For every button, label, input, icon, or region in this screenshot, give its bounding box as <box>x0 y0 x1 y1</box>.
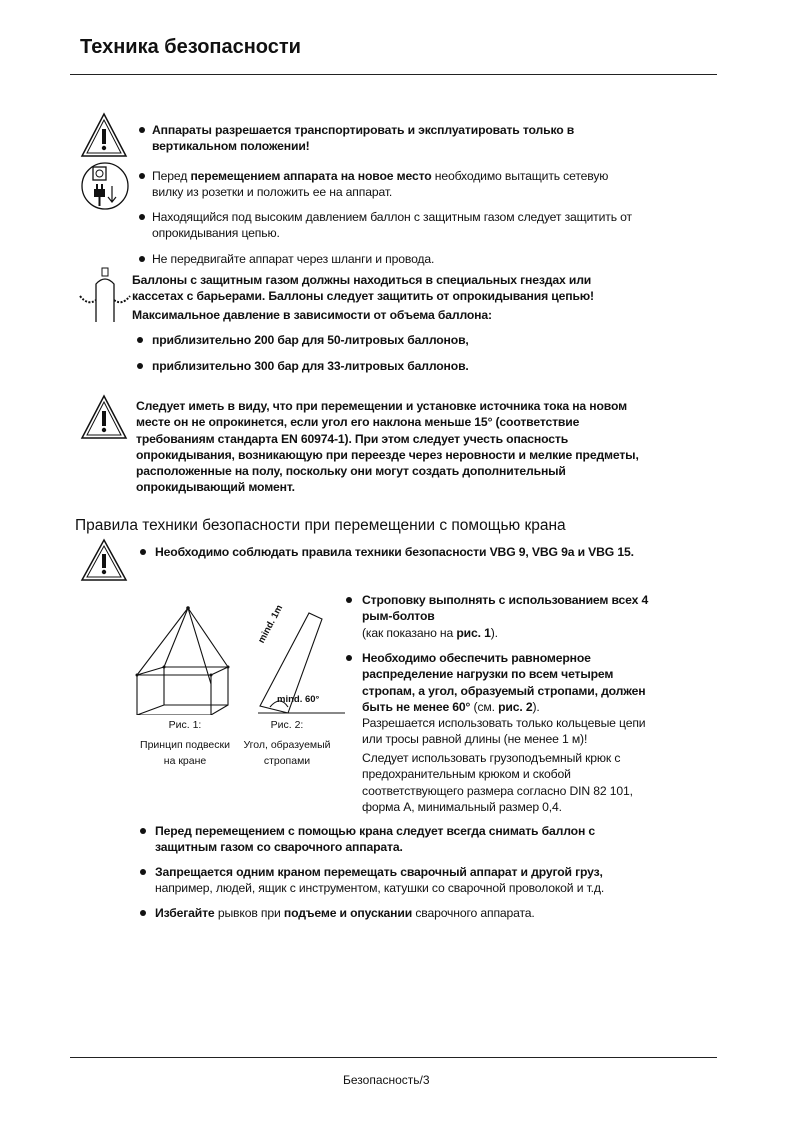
text: рывков при <box>214 906 284 920</box>
bullet-dot <box>139 256 145 262</box>
text: (см. <box>470 699 499 714</box>
bullet-remove-cylinder <box>155 823 595 856</box>
bullet-dot <box>140 869 146 875</box>
text-line: например, людей, ящик с инструментом, катушки со сварочной проволокой и т.д. <box>155 881 605 896</box>
text-line: месте он не опрокинется, если угол его наклона меньше 15° (соответствие <box>136 415 580 430</box>
bullet-dot <box>140 549 146 555</box>
footer-divider <box>70 1057 717 1058</box>
text-line: Находящийся под высоким давлением баллон с защитным газом следует защитить от <box>152 210 632 224</box>
text-line: опрокидывания, возникающую при переезде через неровности и мелкие предметы, <box>136 447 639 462</box>
bullet-dot <box>139 127 145 133</box>
text-line: кассетах с барьерами. Баллоны следует защитить от опрокидывания цепью! <box>132 289 594 304</box>
bullet-avoid-jerks <box>155 905 535 921</box>
text-line: Запрещается одним краном перемещать сварочный аппарат и другой груз, <box>155 865 603 879</box>
text-line: Аппараты разрешается транспортировать и эксплуатировать только в <box>152 123 575 137</box>
text: Перед <box>152 169 191 183</box>
text-line: Строповку выполнять с использованием всех 4 <box>362 593 649 607</box>
text-line: рым-болтов <box>362 609 435 624</box>
bullet-gas-cylinder-chain <box>152 209 632 242</box>
bullet-dot <box>139 214 145 220</box>
text-line: или тросы равной длины (не менее 1 м)! <box>362 732 588 747</box>
hook-requirements <box>362 750 633 815</box>
bullet-dot <box>346 655 352 661</box>
pressure-33l: приблизительно 300 бар для 33-литровых баллонов. <box>152 359 469 373</box>
warning-icon <box>80 538 128 582</box>
warning-icon <box>80 394 128 440</box>
cylinder-storage-text <box>132 272 594 323</box>
bullet-no-other-load <box>155 864 604 897</box>
caption-line: Принцип подвески <box>140 739 230 751</box>
text-bold: Избегайте <box>155 906 215 920</box>
text-line: защитным газом со сварочного аппарата. <box>155 840 403 855</box>
text-line: Баллоны с защитным газом должны находиться в специальных гнездах или <box>132 273 592 287</box>
text-bold: быть не менее 60° <box>362 699 471 714</box>
page-title: Техника безопасности <box>80 36 301 58</box>
text-line: соответствующего размера согласно DIN 82 101, <box>362 783 633 798</box>
bullet-load-distribution <box>362 650 645 748</box>
pressure-50l: приблизительно 200 бар для 50-литровых баллонов, <box>152 333 469 347</box>
bullet-sling-4-bolts <box>362 592 648 641</box>
text-line: Необходимо обеспечить равномерное <box>362 651 591 665</box>
text-line: Следует использовать грузоподъемный крюк с <box>362 751 621 765</box>
figure-label: Рис. 1: <box>168 719 202 731</box>
text-line: вилку из розетки и положить ее на аппарат. <box>152 185 393 200</box>
tilt-warning-text <box>136 398 639 496</box>
text-line: Перед перемещением с помощью крана следует всегда снимать баллон с <box>155 824 596 838</box>
bullet-dot <box>139 173 145 179</box>
text-line: опрокидывания цепью. <box>152 226 280 241</box>
section-heading-crane: Правила техники безопасности при перемещении с помощью крана <box>75 517 566 534</box>
text: сварочного аппарата. <box>412 906 535 920</box>
text-line: опрокидывающий момент. <box>136 480 295 495</box>
warning-icon <box>80 112 128 158</box>
bullet-vertical-transport <box>152 122 574 155</box>
bullet-dot <box>137 337 143 343</box>
unplug-icon <box>80 161 130 211</box>
bullet-dot <box>140 910 146 916</box>
text-bold: перемещением аппарата на новое место <box>190 169 432 183</box>
bullet-dot <box>140 828 146 834</box>
text-bold: подъеме и опускании <box>283 906 413 920</box>
text-line: Разрешается использовать только кольцевые цепи <box>362 716 646 731</box>
figure-label: Рис. 2: <box>270 719 304 731</box>
text-line: форма А, минимальный размер 0,4. <box>362 799 562 814</box>
text: необходимо вытащить сетевую <box>431 169 609 183</box>
text-line: Максимальное давление в зависимости от объема баллона: <box>132 307 492 322</box>
text-line: стропам, а угол, образуемый стропами, должен <box>362 683 646 698</box>
text-line: распределение нагрузки по всем четырем <box>362 667 614 682</box>
bullet-unplug <box>152 168 608 201</box>
angle-label: mind. 60° <box>277 694 320 705</box>
caption-line: на кране <box>163 755 207 767</box>
text-line: предохранительным крюком и скобой <box>362 767 571 782</box>
gas-cylinder-icon <box>78 266 132 324</box>
figure-1-caption <box>130 717 240 769</box>
page-footer: Безопасность/3 <box>343 1073 430 1087</box>
text: ). <box>490 625 498 640</box>
bullet-no-drag: Не передвигайте аппарат через шланги и провода. <box>152 252 435 266</box>
caption-line: стропами <box>263 755 311 767</box>
text-line: вертикальном положении! <box>152 139 310 154</box>
figure-ref: рис. 2 <box>498 699 533 714</box>
bullet-dot <box>346 597 352 603</box>
text-line: требованиям стандарта EN 60974-1). При этом следует учесть опасность <box>136 431 569 446</box>
length-label: mind. 1m <box>256 603 286 646</box>
caption-line: Угол, образуемый <box>243 739 331 751</box>
figure-2-caption <box>232 717 342 769</box>
text: ). <box>532 699 540 714</box>
bullet-dot <box>137 363 143 369</box>
header-divider <box>70 74 717 75</box>
text-line: Следует иметь в виду, что при перемещении и установке источника тока на новом <box>136 399 627 413</box>
text: (как показано на <box>362 625 457 640</box>
figure-ref: рис. 1 <box>456 625 491 640</box>
text-line: расположенные на полу, поскольку они могут создать дополнительный <box>136 464 566 479</box>
bullet-vbg-rules: Необходимо соблюдать правила техники безопасности VBG 9, VBG 9a и VBG 15. <box>155 545 634 559</box>
